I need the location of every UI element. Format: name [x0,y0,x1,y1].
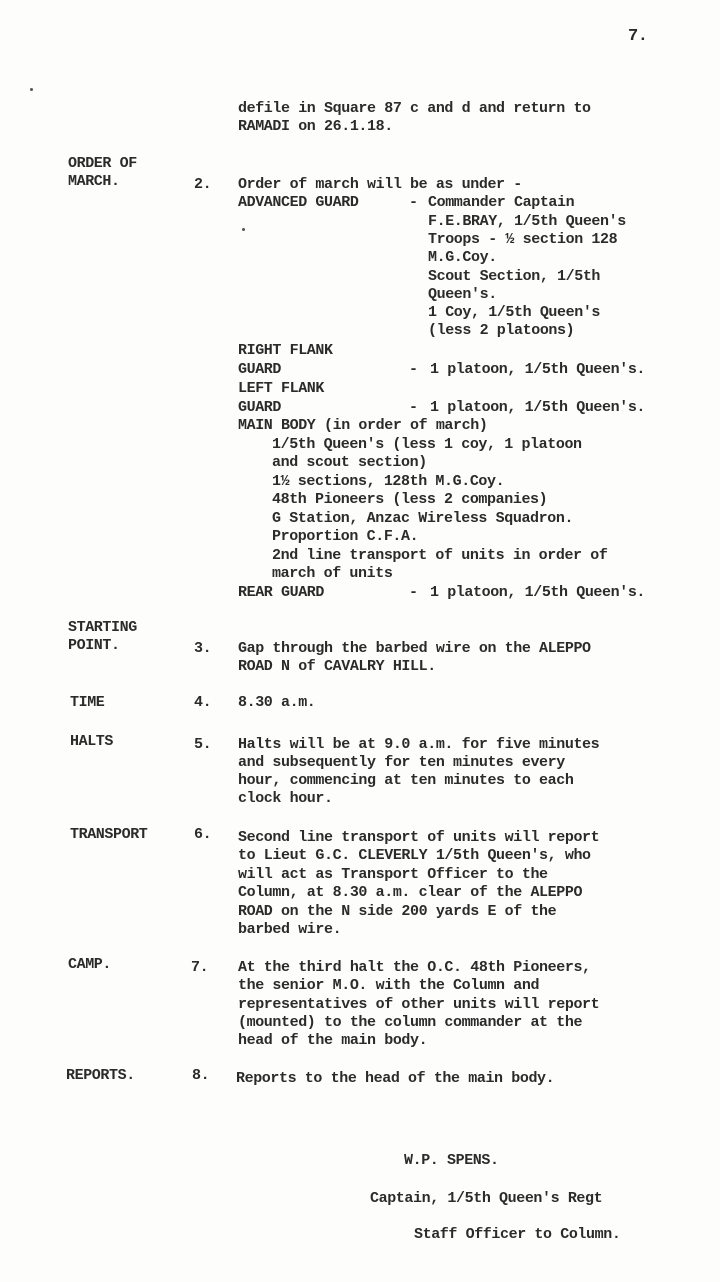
section-heading: POINT. [68,637,120,654]
advanced-guard-label: ADVANCED GUARD [238,194,359,211]
section-heading: HALTS [70,733,114,750]
halts-line: clock hour. [238,790,333,807]
right-flank-label: RIGHT FLANK [238,342,333,359]
rear-guard-value: 1 platoon, 1/5th Queen's. [430,584,646,601]
transport-line: Second line transport of units will report [238,829,600,846]
advanced-guard-line: Scout Section, 1/5th [428,268,601,285]
left-flank-label: GUARD [238,399,282,416]
section-heading: MARCH. [68,173,120,190]
signature-rank: Captain, 1/5th Queen's Regt [370,1190,603,1207]
camp-line: representatives of other units will report [238,996,600,1013]
page-number: 7. [628,27,648,46]
advanced-guard-line: F.E.BRAY, 1/5th Queen's [428,213,626,230]
transport-line: to Lieut G.C. CLEVERLY 1/5th Queen's, who [238,847,591,864]
camp-line: head of the main body. [238,1032,428,1049]
starting-point-line: Gap through the barbed wire on the ALEPPO [238,640,591,657]
time-text: 8.30 a.m. [238,694,316,711]
left-flank-value: 1 platoon, 1/5th Queen's. [430,399,646,416]
dash: - [409,361,418,378]
section-heading: REPORTS. [66,1067,135,1084]
section-heading: ORDER OF [68,155,137,172]
section-heading: TRANSPORT [70,826,148,843]
main-body-line: 2nd line transport of units in order of [272,547,608,564]
ink-speck [242,228,245,231]
section-number: 2. [194,176,212,193]
main-body-line: and scout section) [272,454,427,471]
starting-point-line: ROAD N of CAVALRY HILL. [238,658,436,675]
right-flank-label: GUARD [238,361,282,378]
order-lead: Order of march will be as under - [238,176,522,193]
main-body-line: 1½ sections, 128th M.G.Coy. [272,473,505,490]
section-heading: TIME [70,694,105,711]
main-body-line: Proportion C.F.A. [272,528,419,545]
section-heading: STARTING [68,619,137,636]
intro-line: defile in Square 87 c and d and return to [238,100,591,117]
camp-line: At the third halt the O.C. 48th Pioneers, [238,959,591,976]
section-number: 5. [194,736,212,753]
main-body-line: march of units [272,565,393,582]
halts-line: hour, commencing at ten minutes to each [238,772,574,789]
advanced-guard-line: 1 Coy, 1/5th Queen's [428,304,601,321]
main-body-line: G Station, Anzac Wireless Squadron. [272,510,574,527]
section-number: 6. [194,826,212,843]
section-number: 3. [194,640,212,657]
section-number: 4. [194,694,212,711]
signature-name: W.P. SPENS. [404,1152,499,1169]
halts-line: and subsequently for ten minutes every [238,754,565,771]
section-number: 8. [192,1067,210,1084]
transport-line: will act as Transport Officer to the [238,866,548,883]
ink-speck [30,88,33,91]
halts-line: Halts will be at 9.0 a.m. for five minutes [238,736,600,753]
advanced-guard-line: Queen's. [428,286,497,303]
section-number: 7. [191,959,209,976]
reports-text: Reports to the head of the main body. [236,1070,555,1087]
camp-line: the senior M.O. with the Column and [238,977,540,994]
left-flank-label: LEFT FLANK [238,380,325,397]
dash: - [409,399,418,416]
intro-line: RAMADI on 26.1.18. [238,118,393,135]
transport-line: barbed wire. [238,921,342,938]
advanced-guard-line: (less 2 platoons) [428,322,575,339]
advanced-guard-line: Commander Captain [428,194,575,211]
camp-line: (mounted) to the column commander at the [238,1014,583,1031]
signature-role: Staff Officer to Column. [414,1226,621,1243]
rear-guard-label: REAR GUARD [238,584,325,601]
section-heading: CAMP. [68,956,112,973]
transport-line: Column, at 8.30 a.m. clear of the ALEPPO [238,884,583,901]
transport-line: ROAD on the N side 200 yards E of the [238,903,557,920]
dash: - [409,194,418,211]
main-body-label: MAIN BODY (in order of march) [238,417,488,434]
main-body-line: 1/5th Queen's (less 1 coy, 1 platoon [272,436,582,453]
main-body-line: 48th Pioneers (less 2 companies) [272,491,548,508]
dash: - [409,584,418,601]
advanced-guard-line: M.G.Coy. [428,249,497,266]
right-flank-value: 1 platoon, 1/5th Queen's. [430,361,646,378]
advanced-guard-line: Troops - ½ section 128 [428,231,618,248]
